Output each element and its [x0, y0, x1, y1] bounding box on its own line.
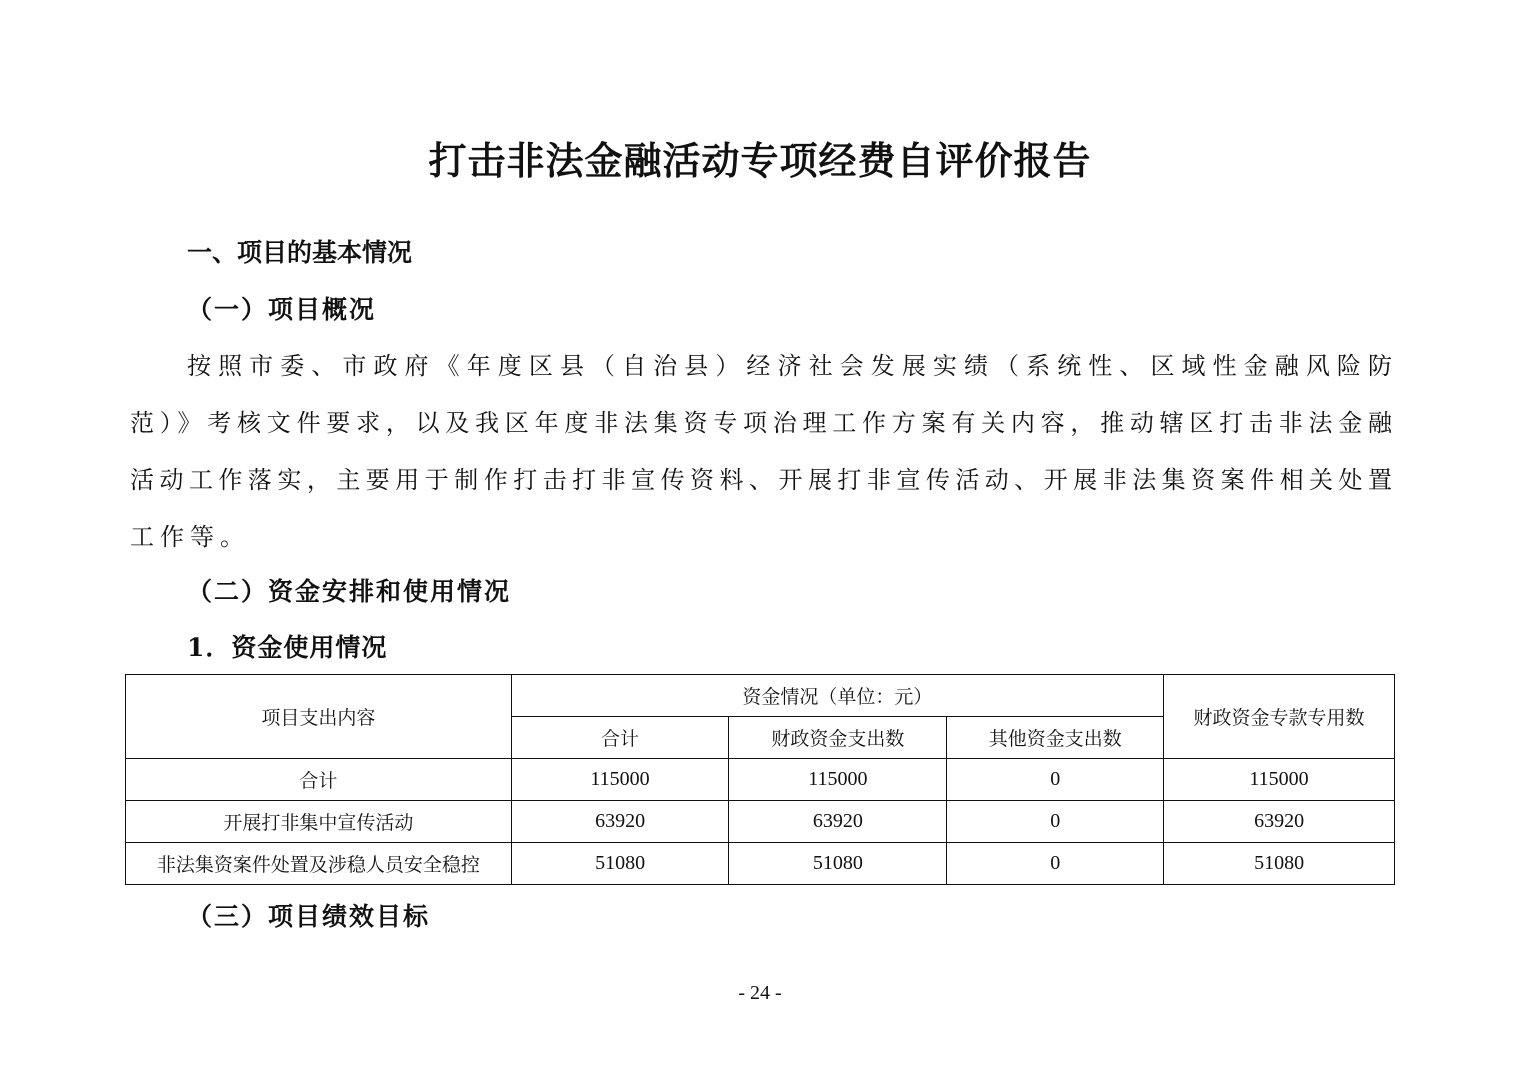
table-cell: 0 [947, 801, 1164, 843]
paragraph-line: 工作等。 [130, 523, 250, 551]
table-cell: 115000 [729, 759, 947, 801]
subsection-heading: （一）项目概况 [187, 295, 377, 324]
document-title: 打击非法金融活动专项经费自评价报告 [428, 138, 1092, 183]
table-cell: 63920 [1164, 801, 1395, 843]
paragraph-line: 活动工作落实，主要用于制作打击打非宣传资料、开展打非宣传活动、开展非法集资案件相关处置 [130, 466, 1392, 494]
table-cell: 51080 [511, 843, 729, 885]
table-cell: 63920 [511, 801, 729, 843]
table-cell: 0 [947, 759, 1164, 801]
header-cell: 财政资金支出数 [729, 717, 947, 759]
table-header-row [126, 675, 1395, 717]
subsection-heading: 1．资金使用情况 [187, 633, 388, 662]
header-cell: 合计 [511, 717, 729, 759]
table-row [126, 801, 1395, 843]
paragraph-line: 范）》考核文件要求，以及我区年度非法集资专项治理工作方案有关内容，推动辖区打击非法金融 [130, 409, 1392, 437]
page-number: - 24 - [738, 982, 782, 1004]
table-row [126, 759, 1395, 801]
table-cell: 51080 [1164, 843, 1395, 885]
table-cell: 63920 [729, 801, 947, 843]
subsection-heading: （三）项目绩效目标 [187, 902, 431, 931]
table-cell: 开展打非集中宣传活动 [126, 801, 512, 843]
funding-table [125, 674, 1395, 885]
header-cell: 财政资金专款专用数 [1164, 675, 1395, 759]
table-row [126, 843, 1395, 885]
table-cell: 非法集资案件处置及涉稳人员安全稳控 [126, 843, 512, 885]
paragraph-line: 按照市委、市政府《年度区县（自治县）经济社会发展实绩（系统性、区域性金融风险防 [187, 352, 1392, 380]
header-cell: 资金情况（单位：元） [511, 675, 1163, 717]
table-cell: 115000 [511, 759, 729, 801]
table-cell: 115000 [1164, 759, 1395, 801]
subsection-heading: （二）资金安排和使用情况 [187, 577, 512, 606]
table-cell: 合计 [126, 759, 512, 801]
section-heading: 一、项目的基本情况 [187, 238, 413, 267]
header-cell: 项目支出内容 [126, 675, 512, 759]
table-cell: 51080 [729, 843, 947, 885]
table-cell: 0 [947, 843, 1164, 885]
header-cell: 其他资金支出数 [947, 717, 1164, 759]
